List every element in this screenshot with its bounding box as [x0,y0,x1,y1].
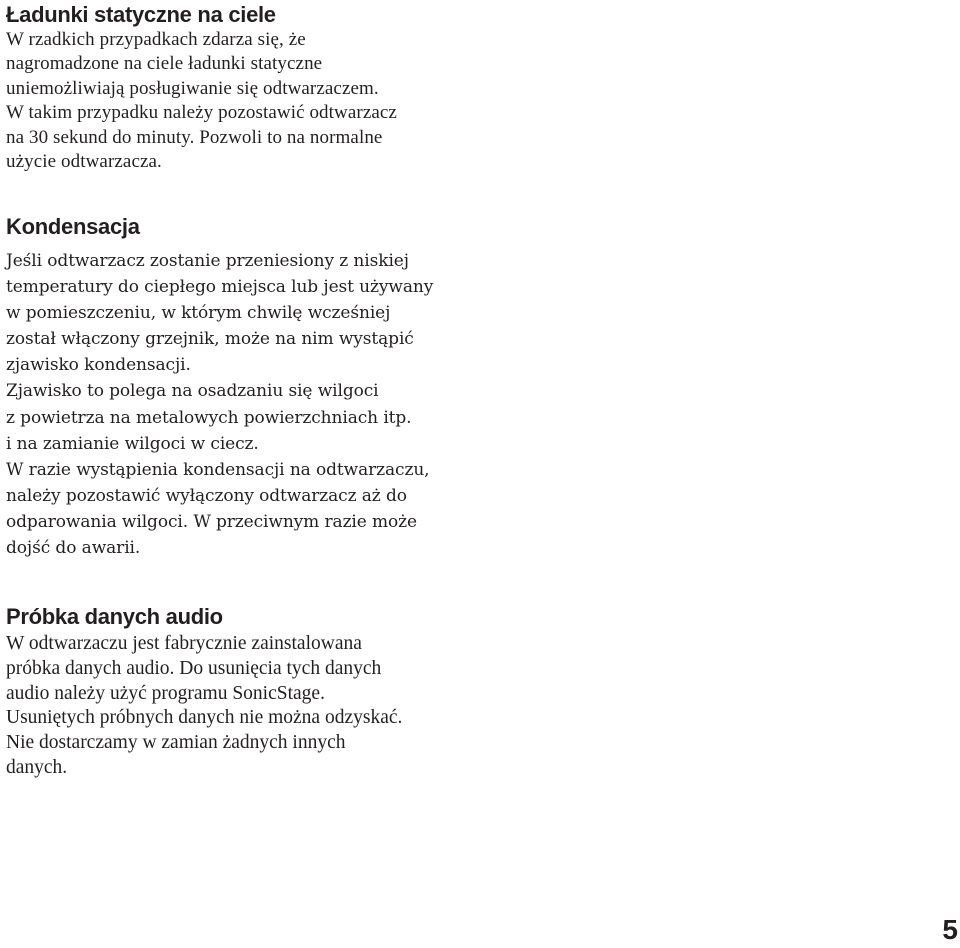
text-line: próbka danych audio. Do usunięcia tych danych [6,657,382,679]
text-line: W rzadkich przypadkach zdarza się, że [6,29,306,50]
text-line: w pomieszczeniu, w którym chwilę wcześniej [6,303,391,324]
text-line: W odtwarzaczu jest fabrycznie zainstalowana [6,633,362,654]
text-line: Nie dostarczamy w zamian żadnych innych [6,732,346,754]
text-line: z powietrza na metalowych powierzchniach itp. [6,407,412,428]
section-body [6,248,476,561]
text-line: zjawisko kondensacji. [6,355,191,376]
text-line: nagromadzone na ciele ładunki statyczne [6,53,323,75]
text-line: użycie odtwarzacza. [6,151,162,173]
text-line: danych. [6,756,68,778]
section-heading: Próbka danych audio [6,604,223,629]
section-heading: Ładunki statyczne na ciele [6,2,276,27]
text-line: odparowania wilgoci. W przeciwnym razie może [6,511,417,532]
text-line: i na zamianie wilgoci w ciecz. [6,433,259,454]
text-line: W takim przypadku należy pozostawić odtwarzacz [6,102,397,124]
section-static-charges [6,2,476,174]
text-line: Zjawisko to polega na osadzaniu się wilgoci [6,381,379,402]
text-line: W razie wystąpienia kondensacji na odtwarzaczu, [6,459,430,480]
text-line: należy pozostawić wyłączony odtwarzacz aż do [6,485,407,506]
text-line: temperatury do ciepłego miejsca lub jest używany [6,277,434,298]
section-heading: Kondensacja [6,214,140,239]
text-line: został włączony grzejnik, może na nim wystąpić [6,329,414,350]
page-number: 5 [942,914,958,945]
text-line: na 30 sekund do minuty. Pozwoli to na normalne [6,126,383,148]
section-body [6,632,476,781]
section-body [6,28,476,174]
text-line: Jeśli odtwarzacz zostanie przeniesiony z niskiej [6,251,409,271]
text-line: dojść do awarii. [6,538,141,559]
text-line: uniemożliwiają posługiwanie się odtwarzaczem. [6,77,379,99]
text-line: Usuniętych próbnych danych nie można odzyskać. [6,707,403,729]
section-sample-audio [6,604,476,781]
section-condensation [6,214,476,561]
text-line: audio należy użyć programu SonicStage. [6,682,325,704]
